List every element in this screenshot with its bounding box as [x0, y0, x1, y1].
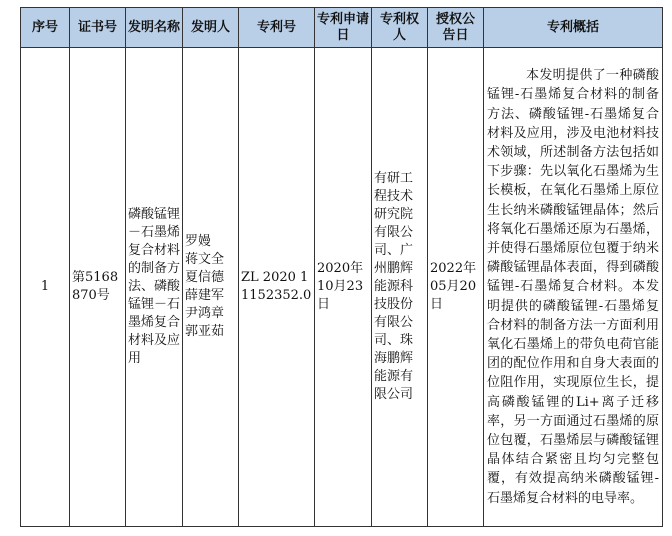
cell-summary	[484, 48, 663, 527]
cell-seq: 1	[21, 48, 70, 527]
table-row	[21, 48, 663, 527]
cell-patent-no: ZL 2020 11152352.0	[239, 48, 315, 527]
patent-table	[20, 7, 663, 527]
cell-name: 磷酸锰锂－石墨烯复合材料的制备方法、磷酸锰锂－石墨烯复合材料及应用	[126, 48, 183, 527]
header-announce-date: 授权公告日	[428, 8, 484, 48]
header-patent-no: 专利号	[239, 8, 315, 48]
cell-apply-date: 2020年10月23日	[315, 48, 372, 527]
header-summary: 专利概括	[484, 8, 663, 48]
inventor-name: 尹鸿章	[185, 306, 225, 321]
inventor-name: 罗嫚	[185, 234, 212, 249]
summary-text: 本发明提供了一种磷酸锰锂-石墨烯复合材料的制备方法、磷酸锰锂-石墨烯复合材料及应用，涉及电池材料技术领域，所述制备方法包括如下步骤：先以氧化石墨烯为生长模板，在氧化石墨烯上原位生长纳米磷酸锰锂晶体；然后将氧化石墨烯还原为石墨烯，并使得石墨烯原位包覆于纳米磷酸锰锂晶体表面，得到磷酸锰锂-石墨烯复合材料。本发明提供的磷酸锰锂-石墨烯复合材料的制备方法一方面利用氧化石墨烯上的带负电荷官能团的配位作用和自身大表面的位阻作用，实现原位生长，提高磷酸锰锂的Li+离子迁移率，另一方面通过石墨烯的原位包覆，石墨烯层与磷酸锰锂晶体结合紧密且均匀完整包覆，有效提高纳米磷酸锰锂-石墨烯复合材料的电导率。	[487, 68, 659, 506]
cell-cert: 第5168870号	[70, 48, 126, 527]
inventor-name: 蒋文全	[185, 252, 225, 267]
header-row	[21, 8, 663, 48]
header-seq: 序号	[21, 8, 70, 48]
inventor-name: 郭亚茹	[185, 324, 225, 339]
header-apply-date: 专利申请日	[315, 8, 372, 48]
cell-announce-date: 2022年05月20日	[428, 48, 484, 527]
header-cert: 证书号	[70, 8, 126, 48]
header-inventor: 发明人	[183, 8, 239, 48]
cell-holder: 有研工程技术研究院有限公司、广州鹏辉能源科技股份有限公司、珠海鹏辉能源有限公司	[372, 48, 428, 527]
cell-inventors	[183, 48, 239, 527]
inventor-name: 夏信德	[185, 270, 225, 285]
header-holder: 专利权人	[372, 8, 428, 48]
header-name: 发明名称	[126, 8, 183, 48]
inventor-name: 薛建军	[185, 288, 225, 303]
